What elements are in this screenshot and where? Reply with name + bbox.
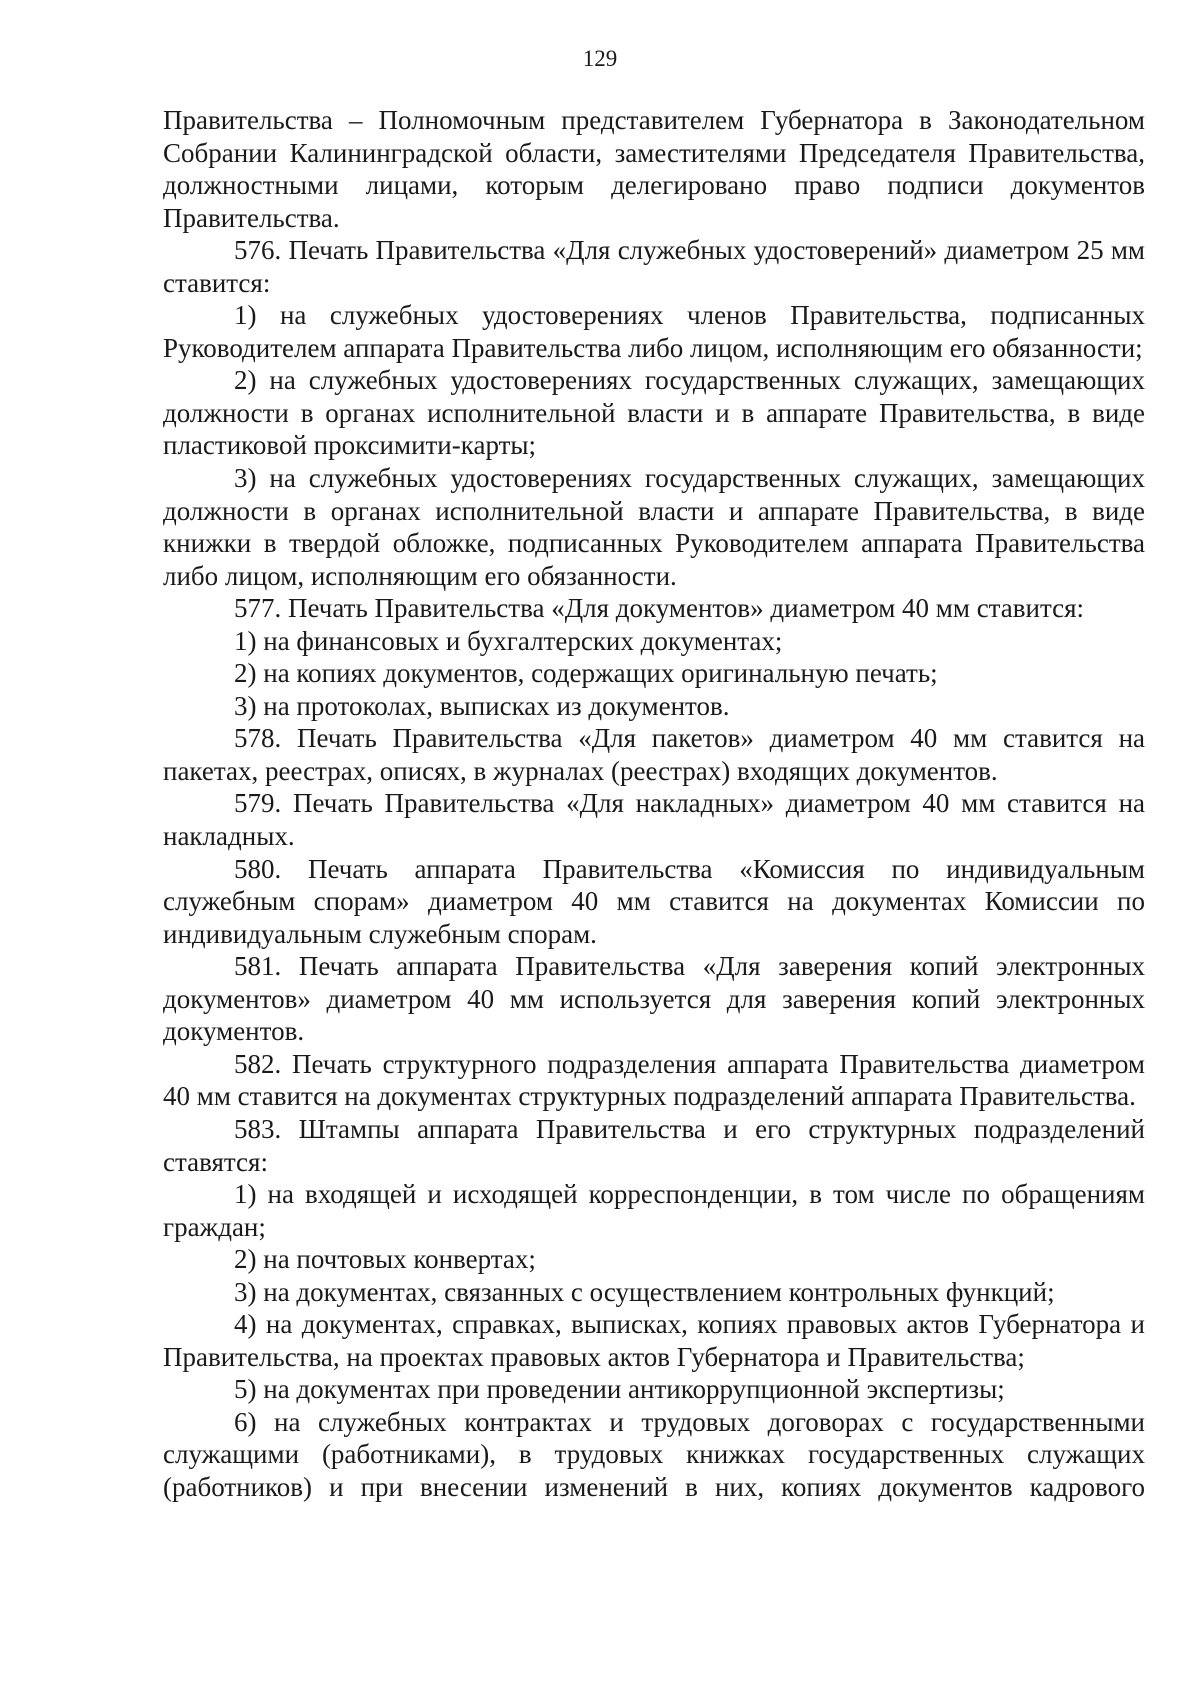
paragraph: 5) на документах при проведении антикоррупционной экспертизы; — [234, 1374, 1005, 1405]
paragraph: 577. Печать Правительства «Для документов» диаметром 40 мм ставится: — [234, 593, 1085, 624]
page-number: 129 — [582, 46, 618, 71]
paragraph: 1) на служебных удостоверениях членов Правительства, подписанных Руководителем аппарата Правительства либо лицом, исполняющим его обязанности; — [163, 300, 1145, 363]
paragraph: 576. Печать Правительства «Для служебных удостоверений» диаметром 25 мм ставится: — [163, 235, 1145, 298]
document-body — [163, 104, 1145, 1504]
paragraph: 580. Печать аппарата Правительства «Комиссия по индивидуальным служебным спорам» диаметром 40 мм ставится на документах Комиссии по индивидуальным служебным спорам. — [163, 853, 1145, 949]
paragraph: 581. Печать аппарата Правительства «Для заверения копий электронных документов» диаметром 40 мм используется для заверения копий электронных документов. — [163, 951, 1145, 1047]
paragraph: 578. Печать Правительства «Для пакетов» диаметром 40 мм ставится на пакетах, реестрах, описях, в журналах (реестрах) входящих документов. — [163, 723, 1145, 786]
paragraph: 1) на финансовых и бухгалтерских документах; — [234, 625, 783, 656]
paragraph: 3) на документах, связанных с осуществлением контрольных функций; — [234, 1276, 1055, 1307]
paragraph: 3) на служебных удостоверениях государственных служащих, замещающих должности в органах исполнительной власти и аппарате Правительства, в виде книжки в твердой обложке, подписанных Руководителем аппарата Правительства либо лицом, исполняющим его обязанности. — [163, 463, 1145, 591]
paragraph: 579. Печать Правительства «Для накладных» диаметром 40 мм ставится на накладных. — [163, 788, 1145, 852]
paragraph: 2) на служебных удостоверениях государственных служащих, замещающих должности в органах исполнительной власти и в аппарате Правительства, в виде пластиковой проксимити-карты; — [163, 365, 1145, 461]
paragraph: 582. Печать структурного подразделения аппарата Правительства диаметром 40 мм ставится на документах структурных подразделений аппарата Правительства. — [163, 1048, 1145, 1112]
paragraph: Правительства – Полномочным представителем Губернатора в Законодательном Собрании Калининградской области, заместителями Председателя Правительства, должностными лицами, которым делегировано право подписи документов Правительства. — [163, 105, 1145, 233]
paragraph: 2) на почтовых конвертах; — [234, 1244, 536, 1275]
paragraph: 1) на входящей и исходящей корреспонденции, в том числе по обращениям граждан; — [163, 1179, 1145, 1242]
paragraph: 4) на документах, справках, выписках, копиях правовых актов Губернатора и Правительства, на проектах правовых актов Губернатора и Правительства; — [163, 1309, 1145, 1372]
paragraph: 3) на протоколах, выписках из документов. — [234, 690, 730, 721]
paragraph: 6) на служебных контрактах и трудовых договорах с государственными служащими (работниками), в трудовых книжках государственных служащих (работников) и при внесении изменений в них, копиях документов кадрового — [163, 1406, 1145, 1502]
paragraph: 583. Штампы аппарата Правительства и его структурных подразделений ставятся: — [163, 1113, 1145, 1177]
paragraph: 2) на копиях документов, содержащих оригинальную печать; — [234, 658, 938, 689]
